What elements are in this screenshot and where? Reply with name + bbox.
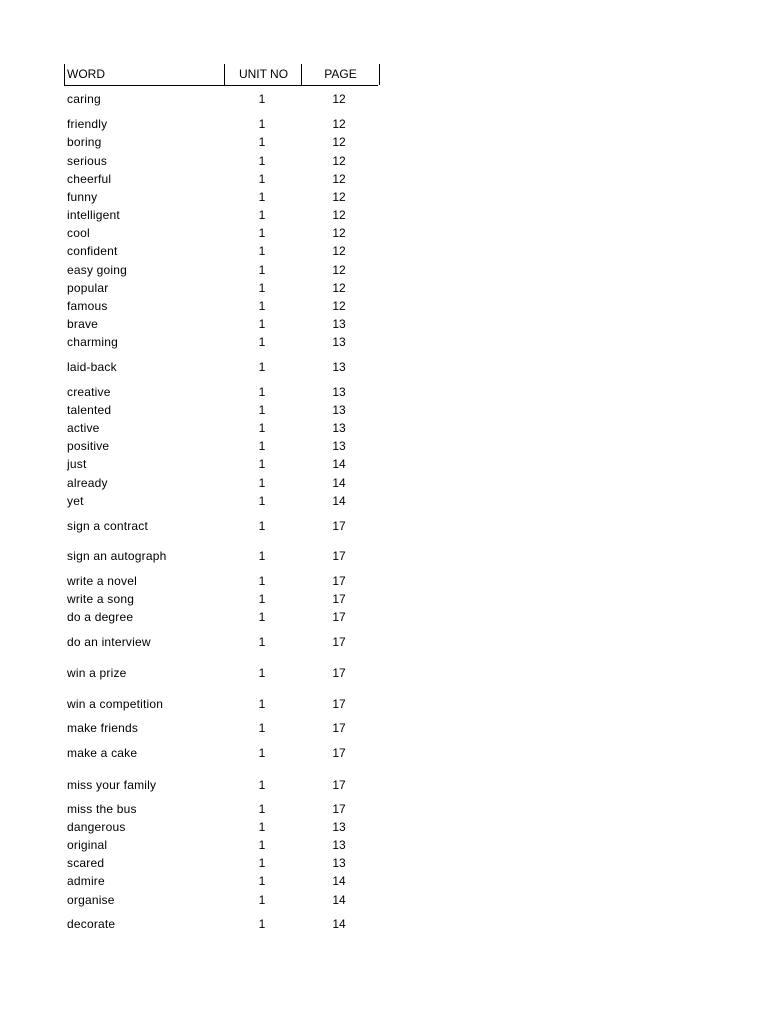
page-cell: 14 <box>332 917 346 931</box>
unit-cell: 1 <box>258 439 266 453</box>
word-cell: organise <box>67 893 115 907</box>
page-cell: 12 <box>332 154 346 168</box>
word-cell: cool <box>67 226 90 240</box>
table-row <box>0 359 768 375</box>
word-cell: boring <box>67 135 102 149</box>
word-cell: admire <box>67 874 105 888</box>
unit-cell: 1 <box>258 360 266 374</box>
word-cell: scared <box>67 856 105 870</box>
unit-cell: 1 <box>258 574 266 588</box>
word-cell: famous <box>67 299 108 313</box>
unit-cell: 1 <box>258 317 266 331</box>
page-cell: 13 <box>332 385 346 399</box>
page-cell: 12 <box>332 117 346 131</box>
table-row <box>0 243 768 259</box>
unit-cell: 1 <box>258 476 266 490</box>
table-row <box>0 892 768 908</box>
table-row <box>0 134 768 150</box>
table-row <box>0 262 768 278</box>
word-cell: decorate <box>67 917 116 931</box>
table-header <box>64 64 378 86</box>
page-cell: 17 <box>332 519 346 533</box>
table-row <box>0 634 768 650</box>
unit-cell: 1 <box>258 208 266 222</box>
word-cell: miss the bus <box>67 802 137 816</box>
word-cell: easy going <box>67 263 128 277</box>
table-row <box>0 475 768 491</box>
page-cell: 12 <box>332 263 346 277</box>
table-row <box>0 116 768 132</box>
word-cell: win a competition <box>67 697 164 711</box>
table-row <box>0 548 768 564</box>
table-row <box>0 153 768 169</box>
unit-cell: 1 <box>258 226 266 240</box>
word-cell: caring <box>67 92 101 106</box>
unit-cell: 1 <box>258 838 266 852</box>
word-cell: brave <box>67 317 99 331</box>
unit-cell: 1 <box>258 917 266 931</box>
unit-cell: 1 <box>258 92 266 106</box>
unit-cell: 1 <box>258 403 266 417</box>
table-row <box>0 420 768 436</box>
header-page: PAGE <box>301 64 380 85</box>
unit-cell: 1 <box>258 299 266 313</box>
page-cell: 17 <box>332 666 346 680</box>
table-row <box>0 91 768 107</box>
page-cell: 17 <box>332 610 346 624</box>
word-cell: miss your family <box>67 778 157 792</box>
word-cell: laid-back <box>67 360 117 374</box>
page-cell: 14 <box>332 494 346 508</box>
page-cell: 14 <box>332 874 346 888</box>
table-row <box>0 298 768 314</box>
table-row <box>0 384 768 400</box>
word-cell: original <box>67 838 108 852</box>
table-row <box>0 402 768 418</box>
page-cell: 17 <box>332 802 346 816</box>
page-cell: 12 <box>332 281 346 295</box>
word-cell: sign a contract <box>67 519 149 533</box>
table-row <box>0 316 768 332</box>
word-cell: creative <box>67 385 111 399</box>
table-row <box>0 873 768 889</box>
unit-cell: 1 <box>258 893 266 907</box>
unit-cell: 1 <box>258 874 266 888</box>
table-row <box>0 819 768 835</box>
page-cell: 12 <box>332 172 346 186</box>
table-row <box>0 720 768 736</box>
word-cell: confident <box>67 244 118 258</box>
page-cell: 17 <box>332 549 346 563</box>
page-cell: 13 <box>332 421 346 435</box>
word-cell: write a novel <box>67 574 137 588</box>
table-row <box>0 801 768 817</box>
table-row <box>0 207 768 223</box>
word-cell: make a cake <box>67 746 138 760</box>
unit-cell: 1 <box>258 592 266 606</box>
word-cell: do an interview <box>67 635 151 649</box>
page-cell: 13 <box>332 403 346 417</box>
unit-cell: 1 <box>258 385 266 399</box>
table-row <box>0 189 768 205</box>
table-row <box>0 493 768 509</box>
word-cell: popular <box>67 281 109 295</box>
page-cell: 12 <box>332 190 346 204</box>
page-cell: 13 <box>332 838 346 852</box>
page-cell: 12 <box>332 299 346 313</box>
unit-cell: 1 <box>258 244 266 258</box>
word-cell: yet <box>67 494 84 508</box>
table-row <box>0 609 768 625</box>
word-cell: positive <box>67 439 110 453</box>
unit-cell: 1 <box>258 281 266 295</box>
word-cell: dangerous <box>67 820 126 834</box>
unit-cell: 1 <box>258 697 266 711</box>
page-cell: 13 <box>332 335 346 349</box>
word-cell: friendly <box>67 117 108 131</box>
page-cell: 13 <box>332 439 346 453</box>
word-cell: serious <box>67 154 108 168</box>
unit-cell: 1 <box>258 154 266 168</box>
word-cell: already <box>67 476 108 490</box>
unit-cell: 1 <box>258 721 266 735</box>
unit-cell: 1 <box>258 549 266 563</box>
unit-cell: 1 <box>258 494 266 508</box>
word-cell: funny <box>67 190 98 204</box>
table-row <box>0 665 768 681</box>
page-cell: 13 <box>332 317 346 331</box>
table-row <box>0 438 768 454</box>
unit-cell: 1 <box>258 610 266 624</box>
page-cell: 12 <box>332 208 346 222</box>
page-cell: 17 <box>332 574 346 588</box>
page-cell: 12 <box>332 244 346 258</box>
page-cell: 13 <box>332 856 346 870</box>
page-cell: 17 <box>332 778 346 792</box>
unit-cell: 1 <box>258 172 266 186</box>
table-row <box>0 777 768 793</box>
word-cell: write a song <box>67 592 135 606</box>
page-cell: 17 <box>332 635 346 649</box>
page-cell: 13 <box>332 360 346 374</box>
unit-cell: 1 <box>258 519 266 533</box>
page-cell: 17 <box>332 592 346 606</box>
unit-cell: 1 <box>258 457 266 471</box>
header-unit-no: UNIT NO <box>224 64 302 85</box>
table-row <box>0 518 768 534</box>
page-cell: 13 <box>332 820 346 834</box>
table-row <box>0 837 768 853</box>
unit-cell: 1 <box>258 635 266 649</box>
page-cell: 12 <box>332 135 346 149</box>
unit-cell: 1 <box>258 421 266 435</box>
word-cell: charming <box>67 335 118 349</box>
word-cell: make friends <box>67 721 139 735</box>
page-cell: 17 <box>332 697 346 711</box>
unit-cell: 1 <box>258 820 266 834</box>
unit-cell: 1 <box>258 117 266 131</box>
unit-cell: 1 <box>258 263 266 277</box>
page-cell: 14 <box>332 893 346 907</box>
table-row <box>0 280 768 296</box>
table-row <box>0 745 768 761</box>
table-row <box>0 456 768 472</box>
word-cell: intelligent <box>67 208 120 222</box>
table-row <box>0 696 768 712</box>
table-row <box>0 591 768 607</box>
unit-cell: 1 <box>258 746 266 760</box>
page-cell: 17 <box>332 746 346 760</box>
table-row <box>0 225 768 241</box>
page-cell: 14 <box>332 476 346 490</box>
word-cell: active <box>67 421 100 435</box>
table-row <box>0 573 768 589</box>
word-cell: do a degree <box>67 610 134 624</box>
page-cell: 17 <box>332 721 346 735</box>
unit-cell: 1 <box>258 666 266 680</box>
table-row <box>0 916 768 932</box>
unit-cell: 1 <box>258 802 266 816</box>
unit-cell: 1 <box>258 135 266 149</box>
header-word: WORD <box>64 64 227 85</box>
page-cell: 12 <box>332 226 346 240</box>
unit-cell: 1 <box>258 856 266 870</box>
page-cell: 12 <box>332 92 346 106</box>
unit-cell: 1 <box>258 190 266 204</box>
word-cell: cheerful <box>67 172 112 186</box>
table-row <box>0 171 768 187</box>
word-cell: talented <box>67 403 112 417</box>
word-cell: just <box>67 457 87 471</box>
word-cell: sign an autograph <box>67 549 167 563</box>
table-row <box>0 855 768 871</box>
page-cell: 14 <box>332 457 346 471</box>
table-row <box>0 334 768 350</box>
word-cell: win a prize <box>67 666 127 680</box>
unit-cell: 1 <box>258 335 266 349</box>
unit-cell: 1 <box>258 778 266 792</box>
